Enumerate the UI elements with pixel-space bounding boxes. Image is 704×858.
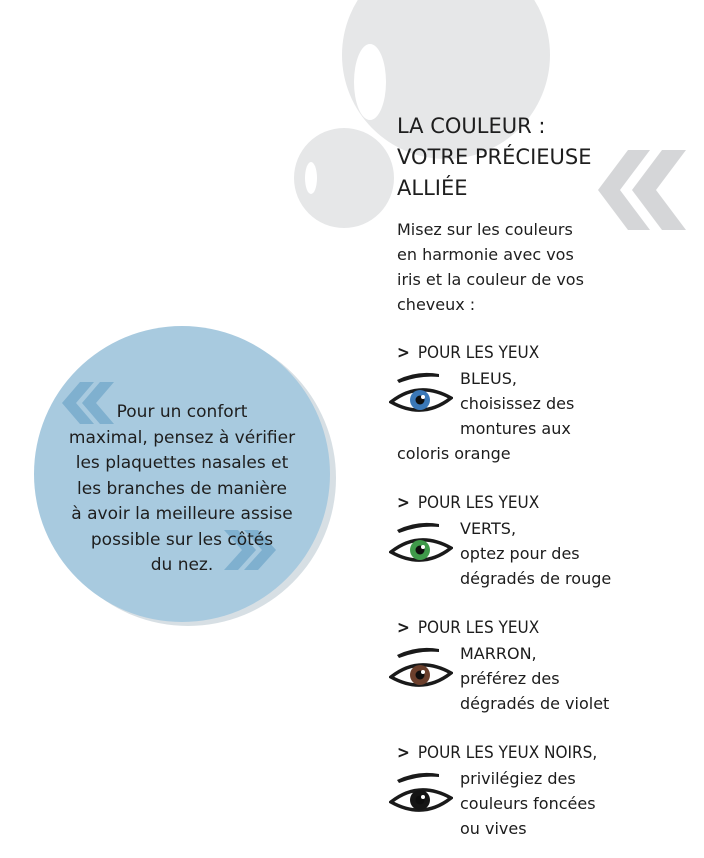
section-line: couleurs foncées (460, 794, 596, 813)
tip-line: du nez. (150, 555, 214, 575)
title-line: VOTRE PRÉCIEUSE (397, 145, 592, 169)
tip-line: maximal, pensez à vérifier (68, 427, 296, 448)
section-heading: > POUR LES YEUX (397, 618, 540, 638)
section-heading: > POUR LES YEUX (397, 493, 540, 513)
section-line: MARRON, (397, 641, 697, 666)
eye-section-black (397, 741, 697, 841)
section-line: ou vives (460, 819, 527, 838)
deco-circle-large-hole (354, 44, 386, 120)
section-line: VERTS, (397, 516, 697, 541)
eye-section-brown (397, 616, 697, 716)
quote-open-icon (598, 150, 686, 230)
section-line: dégradés de violet (460, 694, 610, 713)
tip-text (40, 400, 324, 579)
arrow-icon: > (397, 743, 410, 763)
section-line: coloris orange (397, 444, 511, 463)
tip-line: possible sur les côtés (90, 529, 274, 550)
intro-line: cheveux : (397, 295, 476, 314)
eye-section-green (397, 491, 697, 591)
section-line: montures aux (460, 419, 571, 438)
eye-section-blue (397, 341, 697, 466)
section-line: privilégiez des (397, 766, 697, 791)
intro-line: iris et la couleur de vos (397, 270, 584, 289)
section-heading: > POUR LES YEUX NOIRS, (397, 743, 598, 763)
tip-line: les branches de manière (77, 478, 287, 499)
intro-text (397, 217, 584, 317)
tip-line: les plaquettes nasales et (75, 453, 289, 473)
section-title (397, 111, 592, 204)
title-line: LA COULEUR : (397, 114, 546, 138)
section-line: dégradés de rouge (460, 569, 612, 588)
intro-line: Misez sur les couleurs (397, 220, 573, 239)
arrow-icon: > (397, 343, 410, 363)
section-line: choisissez des (460, 394, 575, 413)
arrow-icon: > (397, 493, 410, 513)
section-line: préférez des (460, 669, 560, 688)
section-heading: > POUR LES YEUX (397, 343, 540, 363)
tip-line: Pour un confort (116, 402, 248, 422)
title-line: ALLIÉE (397, 176, 468, 200)
intro-line: en harmonie avec vos (397, 245, 574, 264)
arrow-icon: > (397, 618, 410, 638)
tip-line: à avoir la meilleure assise (71, 504, 293, 524)
section-line: BLEUS, (397, 366, 697, 391)
deco-circle-small-hole (305, 162, 317, 194)
section-line: optez pour des (460, 544, 580, 563)
